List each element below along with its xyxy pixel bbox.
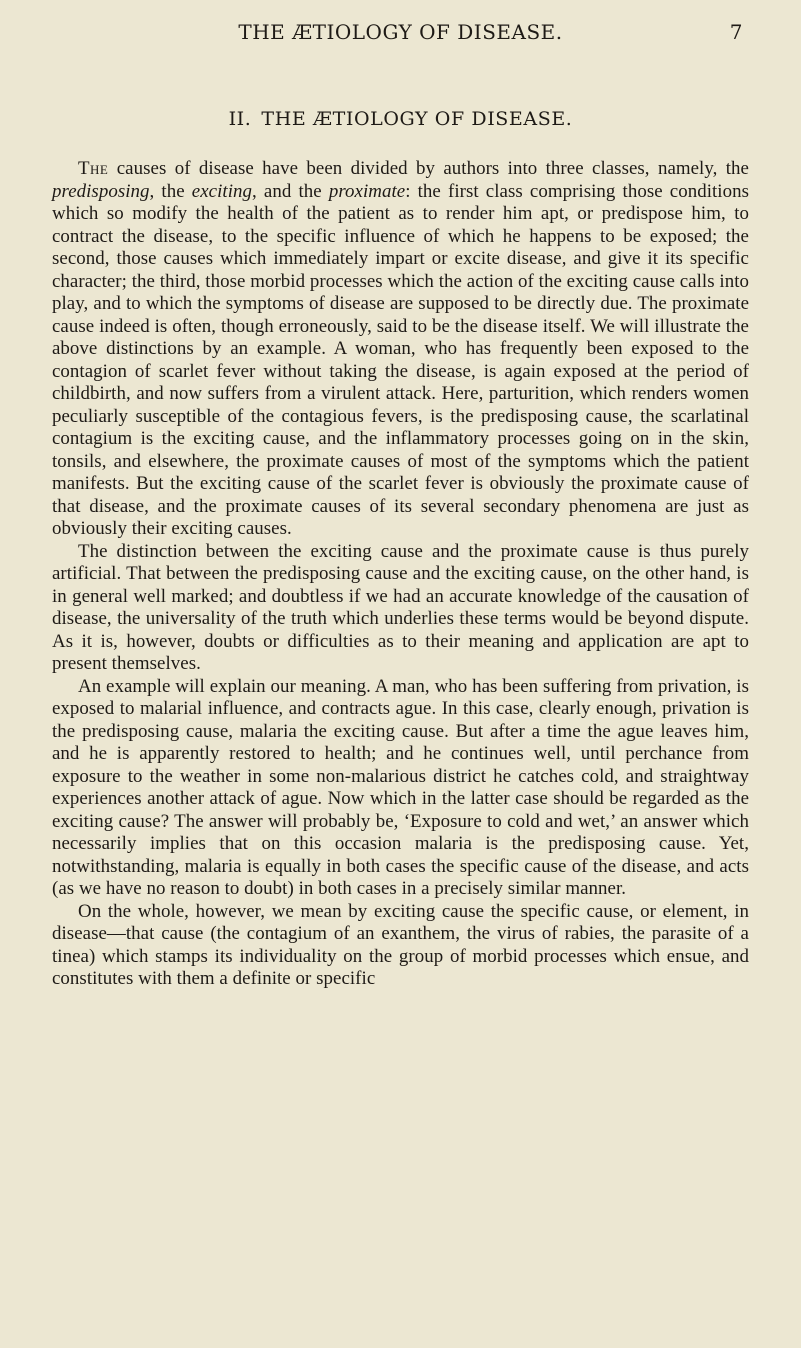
paragraph-1	[52, 158, 749, 541]
paragraph-1-text-a: causes of disease have been divided by authors into three classes, namely, the	[108, 158, 749, 179]
term-proximate: proximate	[328, 180, 406, 202]
paragraph-4: On the whole, however, we mean by exciting cause the specific cause, or element, in disease—that cause (the contagium of an exanthem, the virus of rabies, the parasite of a tinea) which stamps its individuality on the group of morbid processes which ensue, and constitutes with them a definite or specific	[52, 900, 749, 989]
paragraph-1-text-c: , and the	[252, 180, 329, 202]
paragraph-3: An example will explain our meaning. A man, who has been suffering from privation, is exposed to malarial influence, and contracts ague. In this case, clearly enough, privation is the predisposing cause, malaria the exciting cause. But after a time the ague leaves him, and he is apparently restored to health; and he continues well, until perchance from exposure to the weather in some non-malarious district he catches cold, and straightway experiences another attack of ague. Now which in the latter case should be regarded as the exciting cause? The answer will probably be, ‘Exposure to cold and wet,’ an answer which necessarily implies that on this occasion malaria is the predisposing cause. Yet, notwithstanding, malaria is equally in both cases the specific cause of the disease, and acts (as we have no reason to doubt) in both cases in a precisely similar manner.	[52, 675, 749, 899]
paragraph-1-text-d: : the first class comprising those conditions which so modify the health of the patient as to render him apt, or predispose him, to contract the disease, to the specific influence of which he happens to be exposed; the second, those causes which immediately impart or excite disease, and give it its specific character; the third, those morbid processes which the action of the exciting cause calls into play, and to which the symptoms of disease are supposed to be directly due. The proximate cause indeed is often, though erroneously, said to be the disease itself. We will illustrate the above distinctions by an example. A woman, who has frequently been exposed to the contagion of scarlet fever without taking the disease, is again exposed at the period of childbirth, and now suffers from a virulent attack. Here, parturition, which renders women peculiarly susceptible of the contagious fevers, is the predisposing cause, the scarlatinal contagium is the exciting cause, and the inflammatory processes going on in the skin, tonsils, and elsewhere, the proximate causes of most of the symptoms which the patient manifests. But the exciting cause of the scarlet fever is obviously the proximate cause of that disease, and the proximate causes of its several secondary phenomena are just as obviously their exciting causes.	[52, 180, 749, 539]
running-title: THE ÆTIOLOGY OF DISEASE.	[238, 20, 563, 44]
chapter-heading	[52, 108, 749, 130]
chapter-title: THE ÆTIOLOGY OF DISEASE.	[261, 108, 573, 130]
term-exciting: exciting	[191, 180, 252, 202]
paragraph-1-text-b: , the	[149, 180, 192, 202]
running-head	[52, 20, 749, 50]
paragraph-2: The distinction between the exciting cause and the proximate cause is thus purely artificial. That between the predisposing cause and the exciting cause, on the other hand, is in general well marked; and doubtless if we had an accurate knowledge of the causation of disease, the universality of the truth which underlies these terms would be beyond dispute. As it is, however, doubts or difficulties as to their meaning and application are apt to present themselves.	[52, 540, 749, 674]
chapter-number: II.	[228, 108, 252, 130]
term-predisposing: predisposing	[52, 180, 150, 202]
paragraph-lead-word: The	[78, 158, 109, 179]
page-number: 7	[729, 20, 743, 44]
